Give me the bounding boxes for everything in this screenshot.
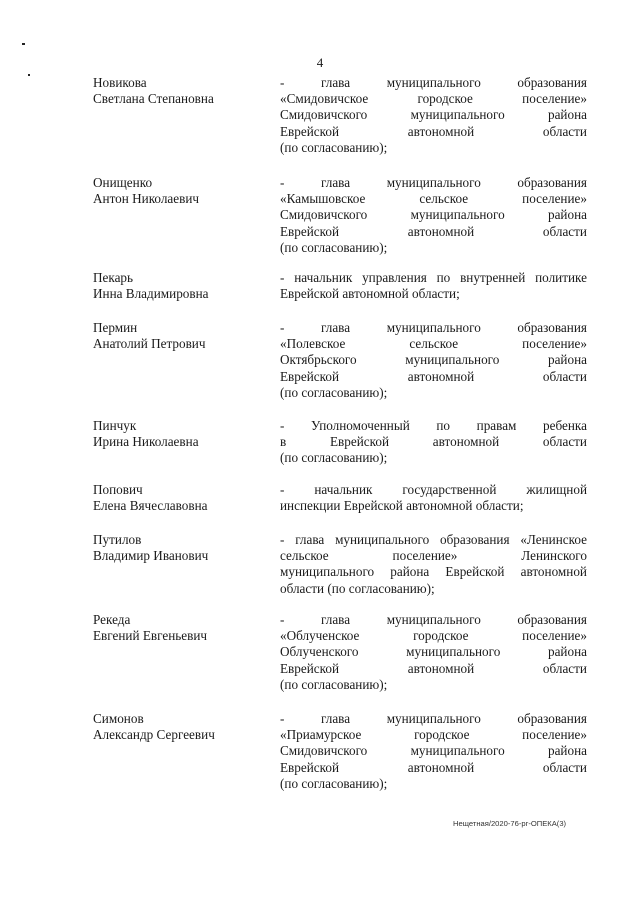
role-word: муниципального bbox=[335, 532, 430, 547]
role-line bbox=[280, 320, 587, 336]
role-word: «Полевское bbox=[280, 336, 346, 352]
role-word: муниципального bbox=[386, 612, 481, 627]
role-word: области (по согласованию); bbox=[280, 580, 435, 596]
role-line bbox=[280, 385, 587, 401]
role-word: глава bbox=[321, 75, 351, 90]
role-word: области bbox=[542, 660, 587, 676]
member-role bbox=[280, 320, 587, 401]
member-given-names: Антон Николаевич bbox=[93, 191, 200, 207]
role-word: - bbox=[280, 482, 285, 497]
role-word: по bbox=[436, 418, 451, 433]
role-line bbox=[280, 776, 587, 792]
member-given-names: Инна Владимировна bbox=[93, 286, 209, 302]
member-surname: Новикова bbox=[93, 75, 147, 90]
role-word: Еврейской bbox=[280, 660, 340, 676]
member-given-names: Александр Сергеевич bbox=[93, 727, 215, 743]
scan-speck bbox=[28, 74, 30, 76]
role-line bbox=[280, 532, 587, 548]
role-word: поселение» bbox=[522, 336, 587, 352]
role-word: района bbox=[547, 107, 587, 123]
role-line bbox=[280, 727, 587, 743]
role-word: глава bbox=[321, 320, 351, 335]
role-word: правам bbox=[476, 418, 517, 433]
member-surname: Путилов bbox=[93, 532, 142, 547]
role-word: Октябрьского bbox=[280, 352, 357, 368]
role-word: района bbox=[547, 207, 587, 223]
role-word: автономной bbox=[520, 564, 587, 580]
role-line bbox=[280, 548, 587, 564]
member-name bbox=[93, 711, 273, 743]
role-line bbox=[280, 140, 587, 156]
role-word: района bbox=[547, 743, 587, 759]
role-word: области bbox=[542, 223, 587, 239]
role-word: в bbox=[280, 434, 287, 450]
role-word: глава bbox=[321, 175, 351, 190]
role-word: (по согласованию); bbox=[280, 676, 388, 692]
role-line bbox=[280, 270, 587, 286]
role-word: Еврейской bbox=[280, 123, 340, 139]
member-surname: Онищенко bbox=[93, 175, 153, 190]
role-word: глава bbox=[321, 612, 351, 627]
role-word: образования bbox=[439, 532, 510, 547]
role-line bbox=[280, 498, 587, 514]
role-word: государственной bbox=[402, 482, 497, 497]
role-word: поселение» bbox=[522, 91, 587, 107]
role-word: городское bbox=[417, 91, 473, 107]
role-word: Ленинского bbox=[521, 548, 587, 564]
role-word: Облученского bbox=[280, 644, 359, 660]
role-word: образования bbox=[517, 612, 587, 627]
role-word: (по согласованию); bbox=[280, 139, 388, 155]
role-line bbox=[280, 450, 587, 466]
role-word: глава bbox=[295, 532, 325, 547]
role-word: «Ленинское bbox=[520, 532, 587, 547]
role-word: - bbox=[280, 75, 285, 90]
member-role bbox=[280, 532, 587, 597]
role-word: автономной bbox=[407, 123, 475, 139]
role-line bbox=[280, 581, 587, 597]
role-line bbox=[280, 760, 587, 776]
role-word: сельское bbox=[280, 548, 329, 564]
member-role bbox=[280, 711, 587, 792]
role-word: (по согласованию); bbox=[280, 239, 388, 255]
member-name bbox=[93, 612, 273, 644]
role-word: сельское bbox=[419, 191, 469, 207]
role-line bbox=[280, 628, 587, 644]
role-word: района bbox=[390, 564, 430, 580]
role-word: автономной bbox=[432, 434, 500, 450]
role-word: политике bbox=[535, 270, 587, 285]
member-name bbox=[93, 75, 273, 107]
role-word: глава bbox=[321, 711, 351, 726]
role-word: Уполномоченный bbox=[311, 418, 410, 433]
role-line bbox=[280, 352, 587, 368]
role-line bbox=[280, 677, 587, 693]
role-word: Еврейской автономной области; bbox=[280, 286, 460, 302]
role-word: муниципального bbox=[406, 644, 501, 660]
role-word: Смидовичского bbox=[280, 207, 368, 223]
role-line bbox=[280, 418, 587, 434]
role-word: ребенка bbox=[543, 418, 587, 433]
member-surname: Пинчук bbox=[93, 418, 137, 433]
member-surname: Рекеда bbox=[93, 612, 131, 627]
role-word: поселение» bbox=[522, 628, 587, 644]
role-word: - bbox=[280, 320, 285, 335]
role-word: (по согласованию); bbox=[280, 450, 388, 466]
role-word: (по согласованию); bbox=[280, 384, 388, 400]
role-word: «Приамурское bbox=[280, 727, 362, 743]
member-name bbox=[93, 418, 273, 450]
member-surname: Симонов bbox=[93, 711, 144, 726]
role-word: начальник bbox=[294, 270, 353, 285]
role-word: муниципального bbox=[386, 75, 481, 90]
role-line bbox=[280, 336, 587, 352]
role-word: муниципального bbox=[410, 743, 505, 759]
member-name bbox=[93, 482, 273, 514]
role-word: автономной bbox=[407, 759, 475, 775]
member-name bbox=[93, 270, 273, 302]
member-given-names: Владимир Иванович bbox=[93, 548, 209, 564]
role-word: муниципального bbox=[410, 207, 505, 223]
role-line bbox=[280, 612, 587, 628]
role-line bbox=[280, 286, 587, 302]
member-given-names: Анатолий Петрович bbox=[93, 336, 206, 352]
member-name bbox=[93, 175, 273, 207]
role-line bbox=[280, 434, 587, 450]
member-name bbox=[93, 532, 273, 564]
member-role bbox=[280, 418, 587, 467]
role-word: образования bbox=[517, 320, 587, 335]
role-word: «Камышовское bbox=[280, 191, 366, 207]
role-line bbox=[280, 107, 587, 123]
role-word: поселение» bbox=[522, 191, 587, 207]
role-word: - bbox=[280, 532, 285, 547]
member-name bbox=[93, 320, 273, 352]
role-word: - bbox=[280, 612, 285, 627]
role-word: района bbox=[547, 352, 587, 368]
role-line bbox=[280, 564, 587, 580]
document-code: Нещетная/2020-76-рг-ОПЕКА(3) bbox=[453, 819, 567, 828]
member-role bbox=[280, 482, 587, 514]
role-word: автономной bbox=[407, 368, 475, 384]
role-word: «Облученское bbox=[280, 628, 360, 644]
member-given-names: Евгений Евгеньевич bbox=[93, 628, 208, 644]
role-line bbox=[280, 369, 587, 385]
role-word: муниципального bbox=[405, 352, 500, 368]
member-given-names: Ирина Николаевна bbox=[93, 434, 199, 450]
role-word: по bbox=[436, 270, 451, 285]
role-word: области bbox=[542, 368, 587, 384]
member-surname: Попович bbox=[93, 482, 143, 497]
role-line bbox=[280, 661, 587, 677]
role-word: начальник bbox=[314, 482, 373, 497]
role-word: района bbox=[547, 644, 587, 660]
role-line bbox=[280, 175, 587, 191]
role-line bbox=[280, 191, 587, 207]
role-line bbox=[280, 124, 587, 140]
role-word: муниципального bbox=[386, 711, 481, 726]
role-word: муниципального bbox=[280, 564, 375, 580]
role-word: городское bbox=[414, 727, 470, 743]
role-word: автономной bbox=[407, 223, 475, 239]
role-word: «Смидовичское bbox=[280, 91, 369, 107]
member-role bbox=[280, 175, 587, 256]
role-line bbox=[280, 91, 587, 107]
role-word: управления bbox=[362, 270, 427, 285]
scan-speck bbox=[22, 43, 25, 45]
role-line bbox=[280, 240, 587, 256]
role-word: внутренней bbox=[460, 270, 526, 285]
role-line bbox=[280, 207, 587, 223]
role-word: муниципального bbox=[386, 175, 481, 190]
role-line bbox=[280, 75, 587, 91]
role-word: - bbox=[280, 418, 285, 433]
role-word: жилищной bbox=[526, 482, 587, 497]
role-word: (по согласованию); bbox=[280, 775, 388, 791]
role-word: образования bbox=[517, 711, 587, 726]
role-word: автономной bbox=[407, 660, 475, 676]
role-word: Еврейской bbox=[445, 564, 505, 580]
member-given-names: Светлана Степановна bbox=[93, 91, 214, 107]
member-role bbox=[280, 75, 587, 156]
role-word: Смидовичского bbox=[280, 107, 368, 123]
role-word: - bbox=[280, 270, 285, 285]
role-word: Еврейской bbox=[329, 434, 390, 450]
role-word: муниципального bbox=[410, 107, 505, 123]
member-surname: Пермин bbox=[93, 320, 138, 335]
member-role bbox=[280, 612, 587, 693]
role-word: - bbox=[280, 711, 285, 726]
role-word: Еврейской bbox=[280, 759, 340, 775]
role-line bbox=[280, 743, 587, 759]
role-word: сельское bbox=[409, 336, 459, 352]
role-line bbox=[280, 711, 587, 727]
role-word: образования bbox=[517, 75, 587, 90]
role-word: Еврейской bbox=[280, 223, 340, 239]
role-word: Смидовичского bbox=[280, 743, 368, 759]
role-word: поселение» bbox=[392, 548, 458, 564]
role-word: Еврейской bbox=[280, 368, 340, 384]
role-word: - bbox=[280, 175, 285, 190]
role-line bbox=[280, 482, 587, 498]
role-line bbox=[280, 644, 587, 660]
role-word: городское bbox=[413, 628, 469, 644]
member-given-names: Елена Вячеславовна bbox=[93, 498, 208, 514]
role-word: области bbox=[542, 759, 587, 775]
role-line bbox=[280, 224, 587, 240]
member-surname: Пекарь bbox=[93, 270, 134, 285]
role-word: муниципального bbox=[386, 320, 481, 335]
role-word: области bbox=[542, 434, 587, 450]
role-word: инспекции Еврейской автономной области; bbox=[280, 498, 524, 514]
member-role bbox=[280, 270, 587, 302]
role-word: образования bbox=[517, 175, 587, 190]
page-number: 4 bbox=[316, 55, 324, 70]
role-word: поселение» bbox=[522, 727, 587, 743]
role-word: области bbox=[542, 123, 587, 139]
